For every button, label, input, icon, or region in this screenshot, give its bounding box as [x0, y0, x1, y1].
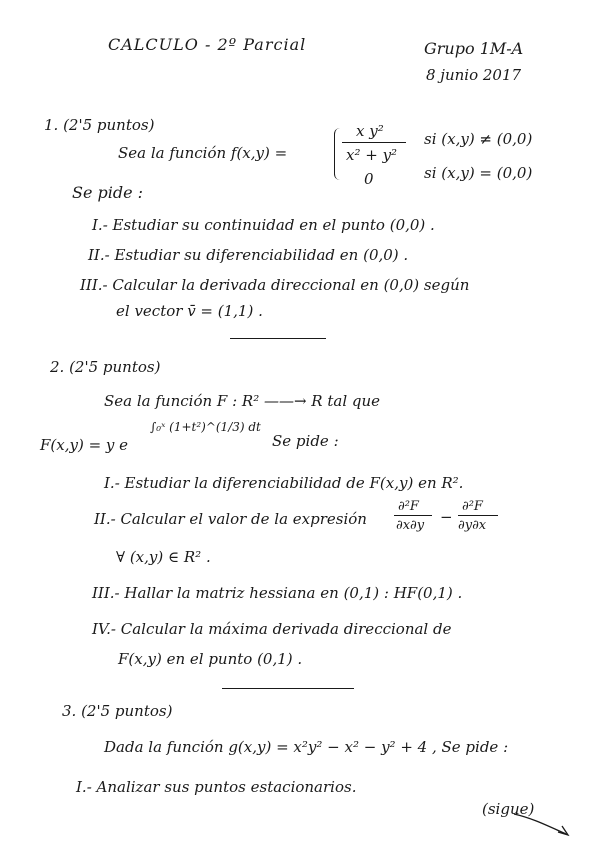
- minus-sign: −: [440, 508, 453, 526]
- partial-2-denominator: ∂y∂x: [458, 518, 487, 533]
- problem-2-item-3: III.- Hallar la matriz hessiana en (0,1) : HF(0,1) .: [92, 584, 463, 602]
- case-1-condition: si (x,y) ≠ (0,0): [424, 130, 533, 148]
- problem-2-item-2-tail: ∀ (x,y) ∈ R² .: [116, 548, 211, 566]
- fraction-numerator: x y²: [356, 122, 384, 140]
- problem-1-item-2: II.- Estudiar su diferenciabilidad en (0,0) .: [88, 246, 409, 264]
- group-label: Grupo 1M-A: [424, 39, 524, 58]
- partial-2-numerator: ∂²F: [462, 499, 483, 514]
- exam-title: CALCULO - 2º Parcial: [108, 35, 307, 54]
- section-divider: [230, 338, 326, 339]
- partial-2-bar: [458, 515, 498, 516]
- problem-2-intro: Sea la función F : R² ——→ R tal que: [104, 392, 381, 410]
- problem-2-item-2: II.- Calcular el valor de la expresión: [94, 510, 367, 528]
- partial-1-denominator: ∂x∂y: [396, 518, 425, 533]
- problem-2-asks: Se pide :: [272, 432, 339, 450]
- problem-3-item-1: I.- Analizar sus puntos estacionarios.: [76, 778, 357, 796]
- function-definition: F(x,y) = y e: [40, 436, 129, 454]
- problem-1-item-1: I.- Estudiar su continuidad en el punto (0,0) .: [92, 216, 435, 234]
- exam-date: 8 junio 2017: [426, 66, 522, 84]
- problem-3-number: 3. (2'5 puntos): [62, 702, 173, 720]
- section-divider: [222, 688, 354, 689]
- exponent-integral: ∫₀ˣ (1+t²)^(1/3) dt: [150, 420, 261, 434]
- partial-1-numerator: ∂²F: [398, 499, 419, 514]
- problem-2-item-4: IV.- Calcular la máxima derivada direccional de: [92, 620, 452, 638]
- problem-1-item-3: III.- Calcular la derivada direccional en (0,0) según: [80, 276, 470, 294]
- partial-1-bar: [394, 515, 432, 516]
- case-2-condition: si (x,y) = (0,0): [424, 164, 533, 182]
- continues-note: (sigue): [482, 800, 535, 818]
- problem-1-item-3-tail: el vector v̄ = (1,1) .: [116, 302, 263, 320]
- piecewise-brace: [334, 128, 341, 180]
- problem-1-intro: Sea la función f(x,y) =: [118, 144, 288, 162]
- case-2-value: 0: [364, 170, 374, 188]
- problem-2-item-1: I.- Estudiar la diferenciabilidad de F(x,y) en R².: [104, 474, 464, 492]
- fraction-bar: [342, 142, 406, 143]
- arrow-right-icon: [512, 810, 574, 840]
- problem-1-asks: Se pide :: [72, 183, 144, 202]
- problem-3-intro: Dada la función g(x,y) = x²y² − x² − y² + 4 , Se pide :: [104, 738, 509, 756]
- problem-2-item-4-tail: F(x,y) en el punto (0,1) .: [118, 650, 303, 668]
- problem-2-number: 2. (2'5 puntos): [50, 358, 161, 376]
- problem-1-number: 1. (2'5 puntos): [44, 116, 155, 134]
- fraction-denominator: x² + y²: [346, 146, 398, 164]
